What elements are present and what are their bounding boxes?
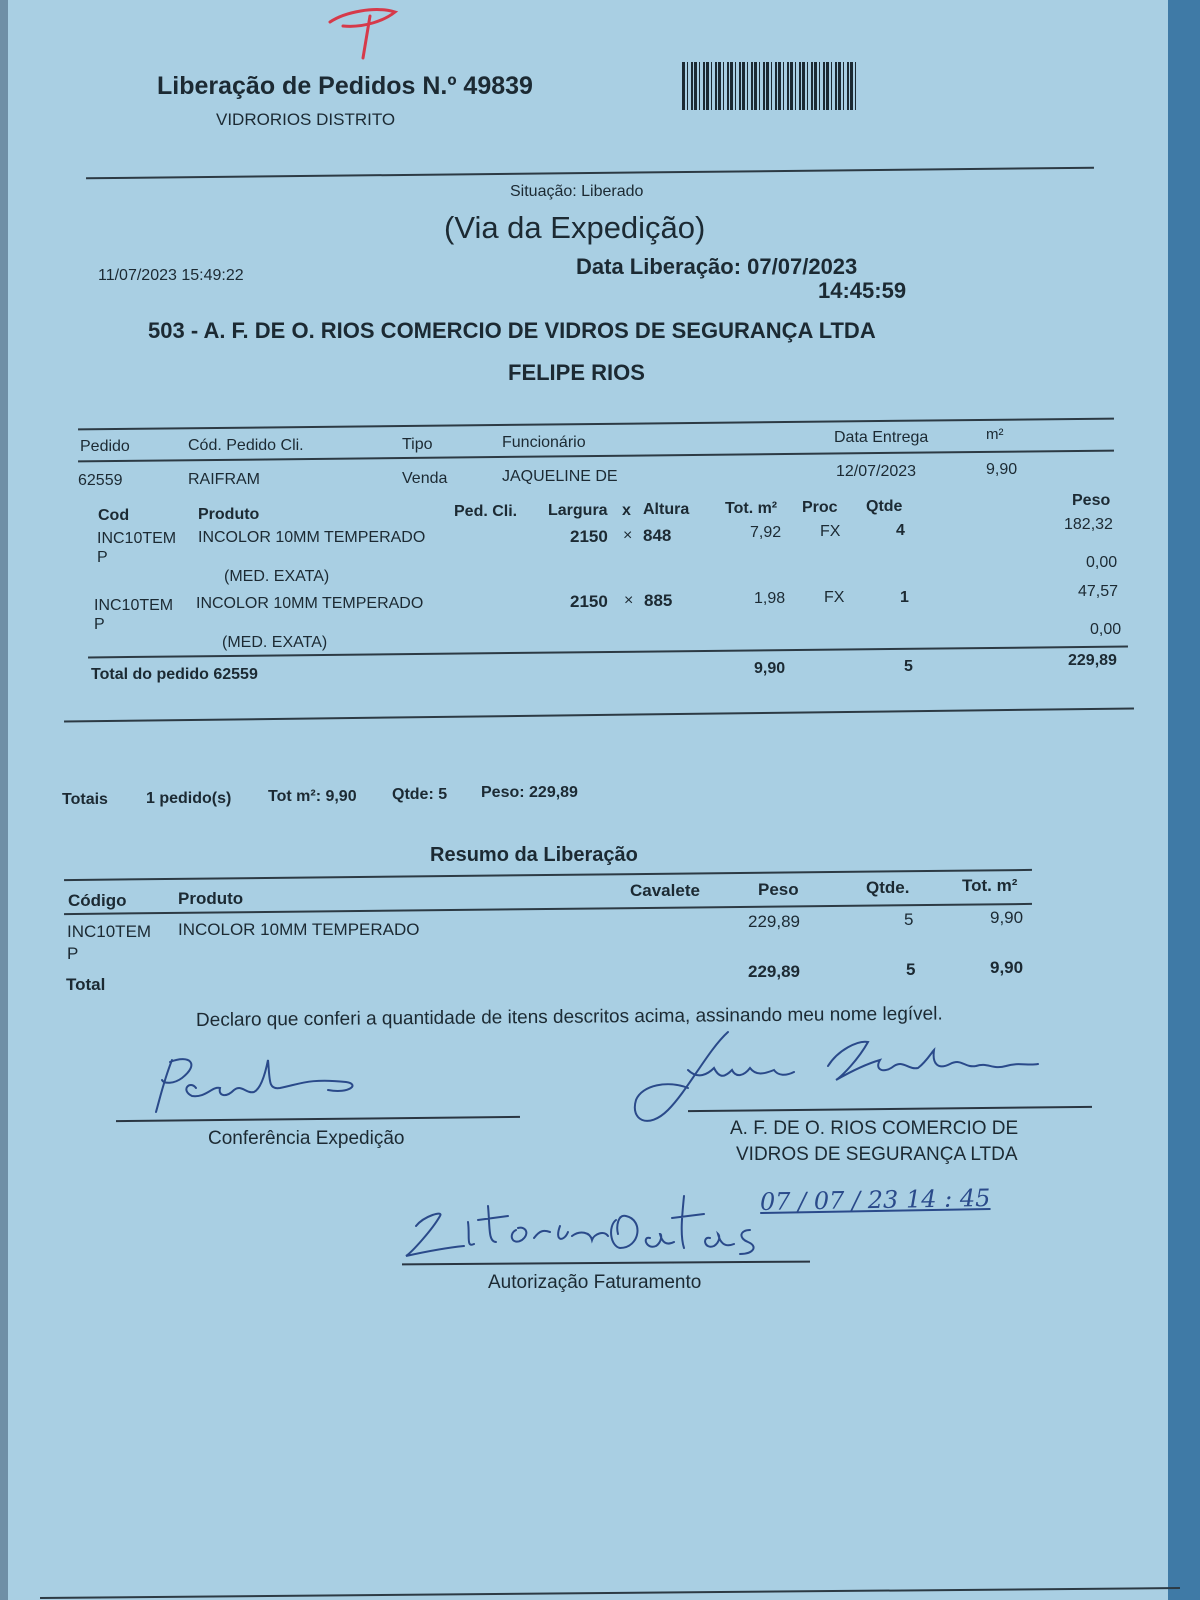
- barcode: [682, 62, 858, 110]
- release-date: Data Liberação: 07/07/2023: [576, 254, 858, 279]
- label-m2: m²: [986, 426, 1004, 443]
- handwritten-signature-autorizacao: [404, 1186, 774, 1266]
- summary-row-cod-suffix: P: [67, 944, 79, 963]
- order-total-qtde: 5: [904, 658, 913, 675]
- col-x: x: [622, 502, 631, 519]
- col-largura: Largura: [548, 502, 608, 519]
- signature-label-autorizacao: Autorização Faturamento: [488, 1272, 702, 1293]
- label-data-entrega: Data Entrega: [834, 429, 929, 446]
- summary-row-tot-m2: 9,90: [990, 908, 1024, 927]
- summary-total-qtde: 5: [906, 960, 916, 979]
- summary-row-qtde: 5: [904, 910, 914, 929]
- client-contact: FELIPE RIOS: [508, 360, 645, 385]
- value-funcionario: JAQUELINE DE: [502, 468, 618, 485]
- item-qtde: 4: [896, 522, 905, 539]
- summary-row-peso: 229,89: [748, 912, 800, 931]
- col-peso: Peso: [1072, 492, 1111, 509]
- value-pedido: 62559: [78, 472, 123, 489]
- item-tot-m2: 7,92: [750, 524, 782, 541]
- item-altura: 848: [643, 526, 672, 545]
- handwritten-signature-conferencia: [150, 1050, 380, 1120]
- item-produto: INCOLOR 10MM TEMPERADO: [196, 595, 424, 612]
- order-total-label: Total do pedido 62559: [91, 666, 258, 683]
- summary-col-produto: Produto: [178, 889, 244, 908]
- col-cod: Cod: [98, 507, 130, 524]
- copy-label: (Via da Expedição): [444, 210, 706, 245]
- col-produto: Produto: [198, 506, 260, 523]
- item-x: ×: [623, 527, 633, 544]
- summary-col-codigo: Código: [68, 891, 127, 910]
- item-cod: INC10TEM: [97, 530, 177, 547]
- order-total-m2: 9,90: [754, 660, 786, 677]
- order-total-peso: 229,89: [1068, 652, 1117, 669]
- totals-m2: Tot m²: 9,90: [268, 788, 357, 805]
- signature-company-line1: A. F. DE O. RIOS COMERCIO DE: [730, 1118, 1019, 1139]
- summary-col-qtde: Qtde.: [866, 878, 910, 897]
- totals-qtde: Qtde: 5: [392, 786, 448, 803]
- col-altura: Altura: [643, 501, 690, 518]
- item-peso: 47,57: [1078, 583, 1119, 600]
- totals-pedidos: 1 pedido(s): [146, 790, 232, 807]
- col-ped-cli: Ped. Cli.: [454, 503, 518, 520]
- item-cod-suffix: P: [97, 549, 108, 566]
- item-obs: (MED. EXATA): [222, 634, 328, 651]
- signature-label-conferencia: Conferência Expedição: [208, 1128, 405, 1149]
- col-proc: Proc: [802, 499, 838, 516]
- summary-col-cavalete: Cavalete: [630, 881, 700, 900]
- summary-title: Resumo da Liberação: [430, 844, 638, 866]
- value-tipo: Venda: [402, 470, 448, 487]
- printed-timestamp: 11/07/2023 15:49:22: [98, 267, 244, 284]
- item-largura: 2150: [570, 527, 608, 546]
- item-x: ×: [624, 592, 634, 609]
- item-peso: 182,32: [1064, 516, 1113, 533]
- item-produto: INCOLOR 10MM TEMPERADO: [198, 529, 426, 546]
- red-p-mark: [325, 4, 405, 64]
- label-tipo: Tipo: [402, 436, 433, 453]
- label-cod-pedido-cli: Cód. Pedido Cli.: [188, 437, 304, 454]
- item-largura: 2150: [570, 592, 608, 611]
- summary-col-peso: Peso: [758, 880, 799, 899]
- item-obs: (MED. EXATA): [224, 568, 330, 585]
- summary-total-label: Total: [66, 975, 106, 994]
- item-cod-suffix: P: [94, 616, 105, 633]
- col-tot-m2: Tot. m²: [725, 500, 778, 517]
- item-peso-extra: 0,00: [1090, 621, 1122, 638]
- summary-total-peso: 229,89: [748, 962, 800, 981]
- item-peso-extra: 0,00: [1086, 554, 1118, 571]
- summary-total-tot-m2: 9,90: [990, 958, 1024, 977]
- declaration-text: Declaro que conferi a quantidade de itens descritos acima, assinando meu nome legível.: [195, 1003, 943, 1031]
- summary-row-produto: INCOLOR 10MM TEMPERADO: [178, 920, 420, 939]
- item-tot-m2: 1,98: [754, 590, 786, 607]
- summary-row-cod: INC10TEM: [67, 922, 152, 941]
- document-title: Liberação de Pedidos N.º 49839: [157, 72, 533, 100]
- signature-company-line2: VIDROS DE SEGURANÇA LTDA: [736, 1144, 1018, 1165]
- client-name: 503 - A. F. DE O. RIOS COMERCIO DE VIDROS DE SEGURANÇA LTDA: [148, 318, 876, 343]
- totals-peso: Peso: 229,89: [481, 784, 578, 801]
- label-pedido: Pedido: [80, 438, 130, 455]
- item-proc: FX: [824, 589, 845, 606]
- item-proc: FX: [820, 523, 841, 540]
- value-data-entrega: 12/07/2023: [836, 463, 917, 480]
- summary-col-tot-m2: Tot. m²: [962, 876, 1018, 895]
- value-m2: 9,90: [986, 461, 1018, 478]
- totals-label: Totais: [62, 791, 108, 808]
- company-short-name: VIDRORIOS DISTRITO: [216, 110, 396, 129]
- status-text: Situação: Liberado: [510, 183, 644, 200]
- label-funcionario: Funcionário: [502, 434, 586, 451]
- item-cod: INC10TEM: [94, 597, 174, 614]
- value-cod-pedido-cli: RAIFRAM: [188, 471, 260, 488]
- item-altura: 885: [644, 591, 673, 610]
- release-time: 14:45:59: [818, 278, 907, 303]
- col-qtde: Qtde: [866, 498, 903, 515]
- item-qtde: 1: [900, 589, 909, 606]
- handwritten-date: 07 / 07 / 23 14 : 45: [759, 1183, 991, 1217]
